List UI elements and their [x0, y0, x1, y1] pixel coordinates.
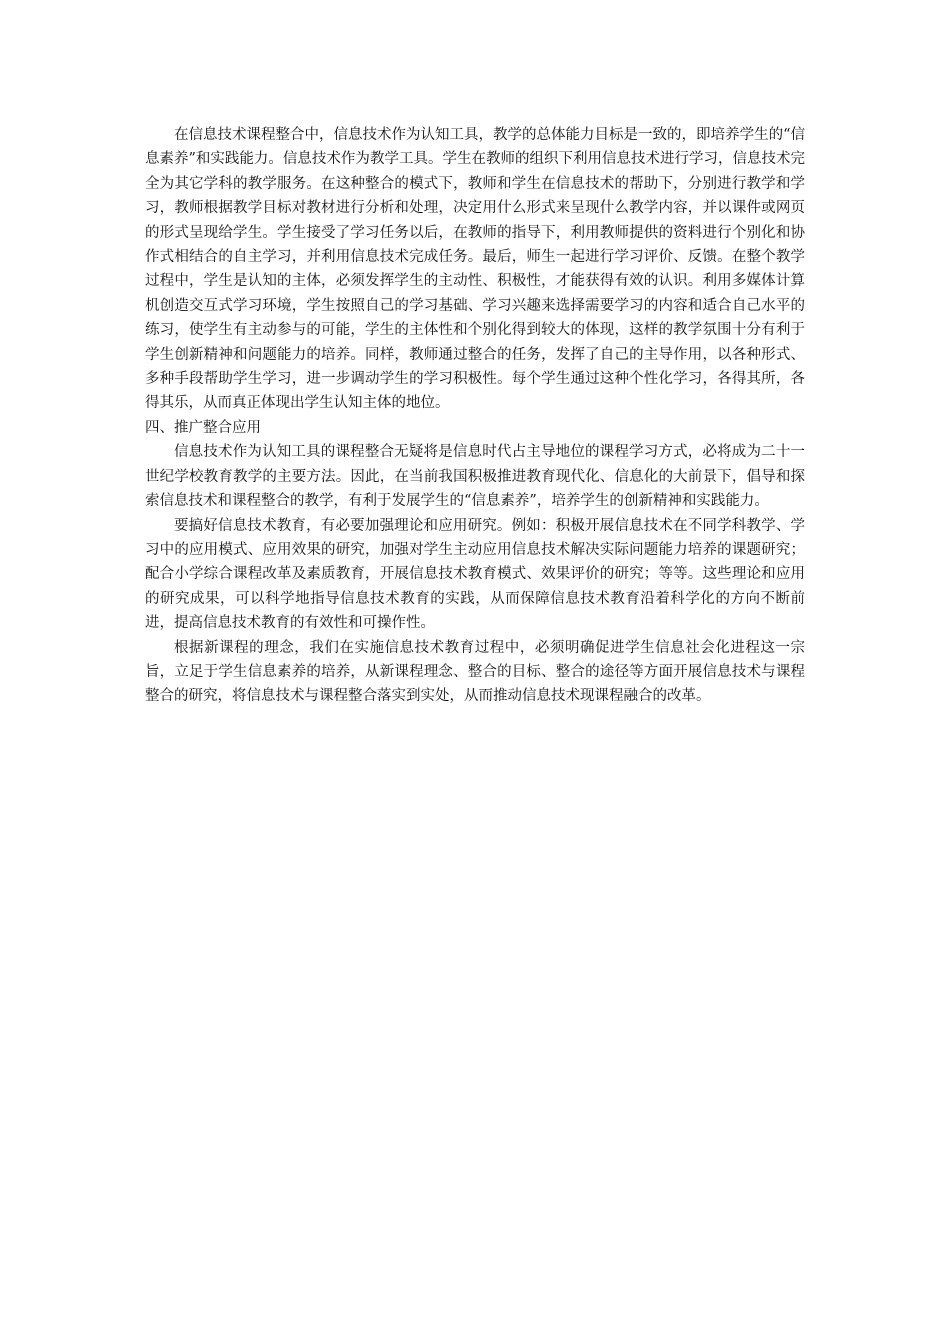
document-body	[145, 123, 805, 709]
paragraph-new-curriculum: 根据新课程的理念，我们在实施信息技术教育过程中，必须明确促进学生信息社会化进程这一宗旨，立足于学生信息素养的培养，从新课程理念、整合的目标、整合的途径等方面开展信息技术与课程整合的研究，将信息技术与课程整合落实到实处，从而推动信息技术现课程融合的改革。	[145, 639, 805, 705]
paragraph-research: 要搞好信息技术教育，有必要加强理论和应用研究。例如：积极开展信息技术在不同学科教学、学习中的应用模式、应用效果的研究，加强对学生主动应用信息技术解决实际问题能力培养的课题研究；配合小学综合课程改革及素质教育，开展信息技术教育模式、效果评价的研究；等等。这些理论和应用的研究成果，可以科学地指导信息技术教育的实践，从而保障信息技术教育沿着科学化的方向不断前进，提高信息技术教育的有效性和可操作性。	[145, 517, 805, 632]
paragraph-integration-mode: 在信息技术课程整合中，信息技术作为认知工具，教学的总体能力目标是一致的，即培养学生的“信息素养”和实践能力。信息技术作为教学工具。学生在教师的组织下利用信息技术进行学习，信息技术完全为其它学科的教学服务。在这种整合的模式下，教师和学生在信息技术的帮助下，分别进行教学和学习，教师根据教学目标对教材进行分析和处理，决定用什么形式来呈现什么教学内容，并以课件或网页的形式呈现给学生。学生接受了学习任务以后，在教师的指导下，利用教师提供的资料进行个别化和协作式相结合的自主学习，并利用信息技术完成任务。最后，师生一起进行学习评价、反馈。在整个教学过程中，学生是认知的主体，必须发挥学生的主动性、积极性，才能获得有效的认识。利用多媒体计算机创造交互式学习环境，学生按照自己的学习基础、学习兴趣来选择需要学习的内容和适合自己水平的练习，使学生有主动参与的可能，学生的主体性和个别化得到较大的体现，这样的教学氛围十分有利于学生创新精神和问题能力的培养。同样，教师通过整合的任务，发挥了自己的主导作用，以各种形式、多种手段帮助学生学习，进一步调动学生的学习积极性。每个学生通过这种个性化学习，各得其所，各得其乐，从而真正体现出学生认知主体的地位。	[145, 127, 805, 412]
paragraph-promotion: 信息技术作为认知工具的课程整合无疑将是信息时代占主导地位的课程学习方式，必将成为二十一世纪学校教育教学的主要方法。因此，在当前我国积极推进教育现代化、信息化的大前景下，倡导和探索信息技术和课程整合的教学，有利于发展学生的“信息素养”，培养学生的创新精神和实践能力。	[145, 444, 805, 510]
section-heading: 四、推广整合应用	[145, 419, 261, 436]
